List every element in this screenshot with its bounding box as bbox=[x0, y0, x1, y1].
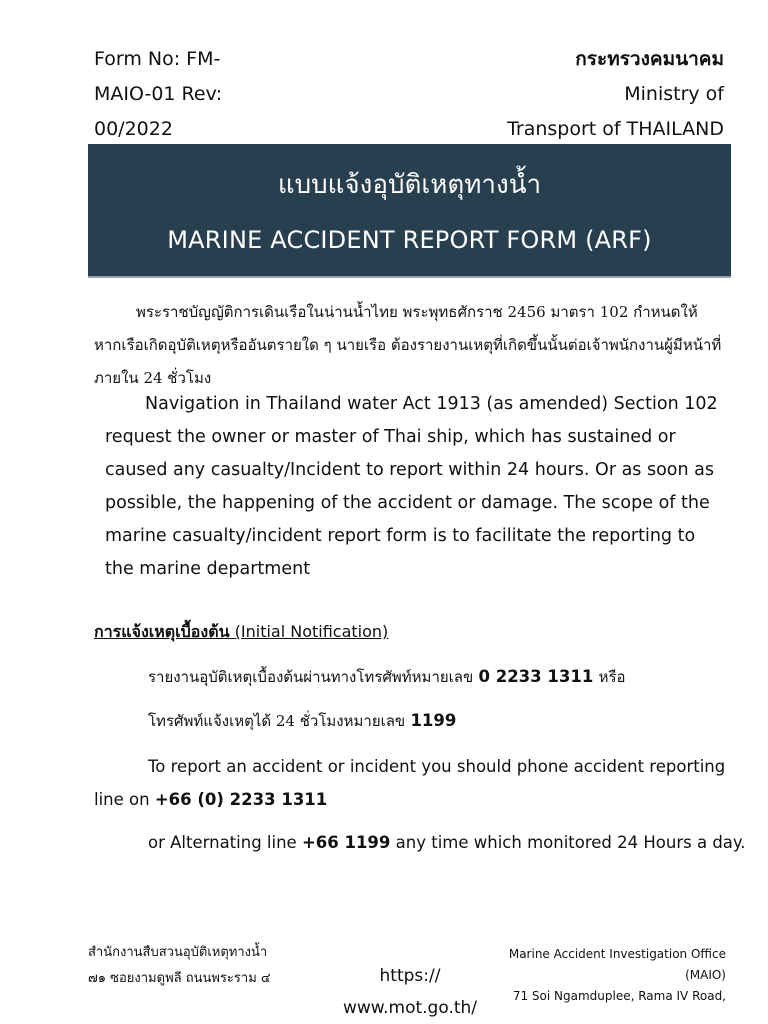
phone-number-hotline: 1199 bbox=[410, 711, 457, 730]
notification-line-thai-2 bbox=[148, 704, 456, 738]
form-number-line: Form No: FM- bbox=[94, 48, 221, 70]
notification-line-english-3 bbox=[148, 826, 746, 859]
ministry-name-english-line: Ministry of bbox=[624, 83, 724, 105]
footer-address-thai bbox=[88, 940, 308, 992]
footer-address-line: ๗๑ ซอยงามดูพลี ถนนพระราม ๔ bbox=[88, 971, 271, 986]
phone-number-main: 0 2233 1311 bbox=[478, 667, 594, 686]
phone-number-international: +66 (0) 2233 1311 bbox=[154, 790, 328, 809]
notification-text: โทรศัพท์แจ้งเหตุได้ 24 ชั่วโมงหมายเลข bbox=[148, 712, 406, 730]
notification-text: หรือ bbox=[598, 668, 626, 686]
ministry-name-english-line: Transport of THAILAND bbox=[507, 118, 724, 140]
section-title-english: (Initial Notification) bbox=[234, 622, 389, 641]
footer-address-line: (MAIO) bbox=[685, 968, 726, 982]
footer-address-line: Marine Accident Investigation Office bbox=[508, 947, 726, 961]
intro-paragraph-thai: พระราชบัญญัติการเดินเรือในน่านน้ำไทย พระพุทธศักราช 2456 มาตรา 102 กำหนดให้ หากเรือเกิดอุบัติเหตุหรืออันตรายใด ๆ นายเรือ ต้องรายงานเหตุที่เกิดขึ้นนั้นต่อเจ้าพนักงานผู้มีหน้าที่ภายใน 24 ชั่วโมง bbox=[94, 303, 722, 387]
footer-address-english bbox=[476, 944, 726, 1007]
footer-website-link[interactable] bbox=[330, 960, 490, 1024]
notification-line-thai-1 bbox=[148, 660, 626, 694]
footer-address-line: สำนักงานสืบสวนอุบัติเหตุทางน้ำ bbox=[88, 945, 268, 960]
notification-text: any time which monitored 24 Hours a day. bbox=[395, 833, 746, 852]
notification-text: or Alternating line bbox=[148, 833, 297, 852]
ministry-name-thai: กระทรวงคมนาคม bbox=[575, 48, 724, 70]
notification-text: line on bbox=[94, 790, 150, 809]
form-number-line: 00/2022 bbox=[94, 118, 173, 140]
intro-paragraph-english: Navigation in Thailand water Act 1913 (as amended) Section 102 request the owner or master of Thai ship, which has sustained or caused any casualty/Incident to report within 24 hours. Or as soon as possible, the happening of the accident or damage. The scope of the marine casualty/incident report form is to facilitate the reporting to the marine department bbox=[105, 394, 718, 579]
footer-url-line[interactable]: https:// bbox=[379, 966, 441, 986]
notification-text: รายงานอุบัติเหตุเบื้องต้นผ่านทางโทรศัพท์หมายเลข bbox=[148, 668, 474, 686]
form-title-english: MARINE ACCIDENT REPORT FORM (ARF) bbox=[167, 226, 652, 254]
form-number bbox=[94, 42, 294, 147]
notification-line-english-2 bbox=[94, 783, 327, 816]
notification-line-english-1: To report an accident or incident you should phone accident reporting bbox=[148, 757, 726, 776]
ministry-block bbox=[424, 42, 724, 147]
form-number-line: MAIO-01 Rev: bbox=[94, 83, 223, 105]
form-title-thai: แบบแจ้งอุบัติเหตุทางน้ำ bbox=[277, 170, 542, 200]
phone-number-alternate: +66 1199 bbox=[301, 833, 391, 852]
footer-url-line[interactable]: www.mot.go.th/ bbox=[342, 998, 478, 1018]
footer-address-line: 71 Soi Ngamduplee, Rama IV Road, bbox=[512, 989, 726, 1003]
title-banner bbox=[88, 144, 731, 278]
section-title-thai: การแจ้งเหตุเบื้องต้น bbox=[94, 622, 230, 641]
section-title-initial-notification bbox=[94, 620, 388, 645]
